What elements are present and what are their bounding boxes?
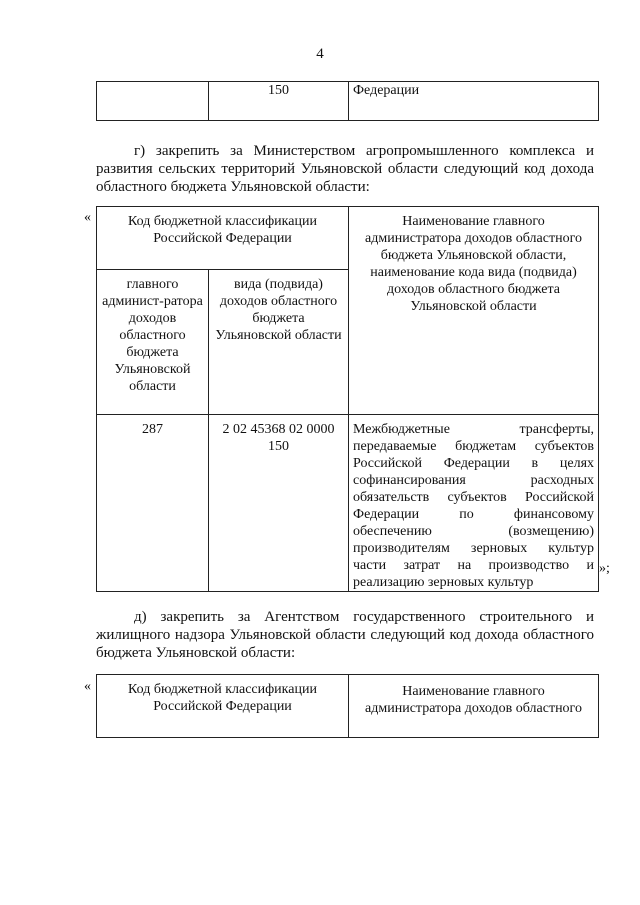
budget-code-table-d xyxy=(96,674,599,738)
table-cell-empty xyxy=(97,82,209,121)
table-header-row xyxy=(97,207,599,270)
budget-code-table-g xyxy=(96,206,599,592)
table-cell-name: Федерации xyxy=(349,82,599,121)
subheader-admin-code: главного админист-ратора доходов областного бюджета Ульяновской области xyxy=(97,270,209,415)
table-row xyxy=(97,82,599,121)
header-code-classification: Код бюджетной классификации Российской Федерации xyxy=(97,207,349,270)
cell-admin-code: 287 xyxy=(97,415,209,592)
open-quote: « xyxy=(84,679,91,694)
header-code-classification: Код бюджетной классификации Российской Федерации xyxy=(97,675,349,738)
table-row xyxy=(97,415,599,592)
paragraph-g-text: г) закрепить за Министерством агропромышленного комплекса и развития сельских территорий Ульяновской области следующий код дохода областного бюджета Ульяновской области: xyxy=(96,143,594,195)
continuation-table xyxy=(96,81,599,121)
table-header-row xyxy=(97,675,599,738)
paragraph-d xyxy=(96,608,594,662)
cell-kind-code: 2 02 45368 02 0000 150 xyxy=(209,415,349,592)
close-quote: »; xyxy=(599,561,610,576)
subheader-kind-code: вида (подвида) доходов областного бюджета Ульяновской области xyxy=(209,270,349,415)
table-cell-kind-code: 150 xyxy=(209,82,349,121)
cell-income-name: Межбюджетные трансферты, передаваемые бюджетам субъектов Российской Федерации в целях софинансирования расходных обязательств субъектов Российской Федерации по финансовому обеспечению (возмещению) производителям зерновых культур части затрат на производство и реализацию зерновых культур xyxy=(349,415,599,592)
open-quote: « xyxy=(84,210,91,225)
paragraph-d-text: д) закрепить за Агентством государственного строительного и жилищного надзора Ульяновской области следующий код дохода областного бюджета Ульяновской области: xyxy=(96,609,594,661)
paragraph-g xyxy=(96,142,594,196)
header-admin-name: Наименование главного администратора доходов областного xyxy=(349,675,599,738)
page-number: 4 xyxy=(316,46,324,62)
header-admin-name: Наименование главного администратора доходов областного бюджета Ульяновской области, наименование кода вида (подвида) доходов областного бюджета Ульяновской области xyxy=(349,207,599,415)
